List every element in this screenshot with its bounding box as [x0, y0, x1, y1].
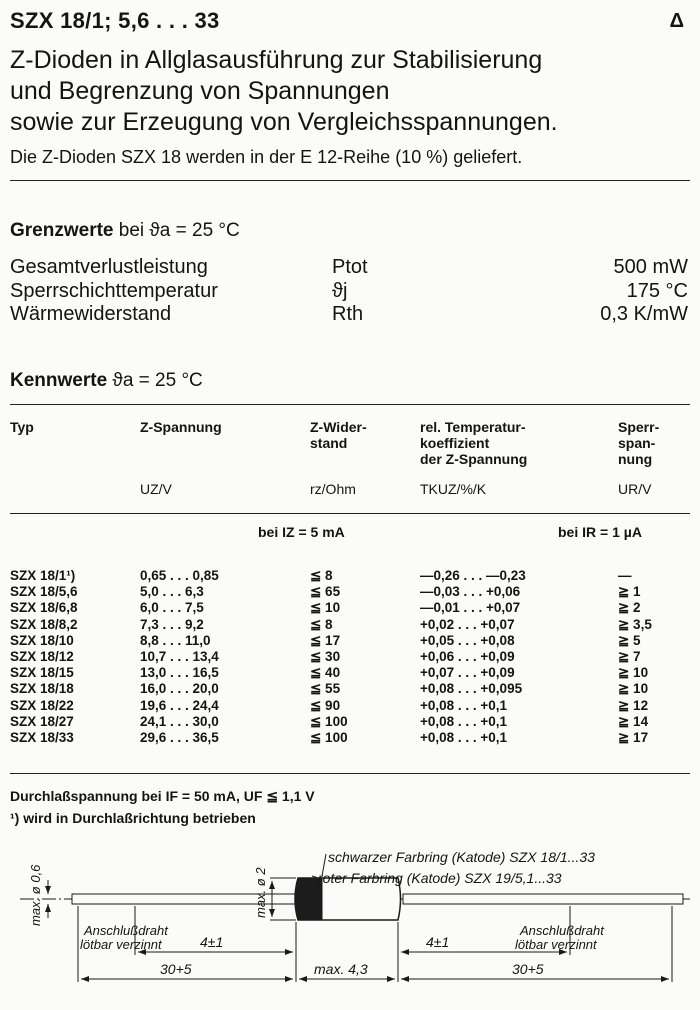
- cell-typ: SZX 18/1¹): [10, 568, 76, 583]
- cell-z-widerstand: ≦ 90: [310, 697, 341, 713]
- wire-right-label-2: lötbar verzinnt: [515, 937, 597, 952]
- characteristics-heading: [10, 370, 203, 392]
- unit-tk: TKUZ/%/K: [420, 481, 487, 497]
- limit-symbol: ϑj: [332, 280, 348, 302]
- cell-sperrspannung: ≧ 10: [618, 681, 649, 697]
- limit-symbol: Rth: [332, 303, 364, 325]
- characteristics-heading-bold: Kennwerte: [10, 370, 108, 391]
- cell-temp-koeff: +0,02 . . . +0,07: [420, 616, 515, 632]
- table-mid-rule: [10, 513, 690, 514]
- cell-sperrspannung: ≧ 17: [618, 730, 649, 745]
- limit-label: Gesamtverlustleistung: [10, 256, 208, 278]
- limits-heading: [10, 220, 240, 242]
- cell-sperrspannung: ≧ 1: [618, 584, 641, 600]
- cell-z-spannung: 6,0 . . . 7,5: [140, 600, 204, 616]
- header-divider: [10, 180, 690, 181]
- cell-z-spannung: 24,1 . . . 30,0: [140, 713, 219, 729]
- dim-body-diameter: max. ø 2: [253, 867, 268, 918]
- cell-z-spannung: 10,7 . . . 13,4: [140, 649, 219, 664]
- cell-z-widerstand: ≦ 55: [310, 681, 341, 697]
- cell-temp-koeff: +0,06 . . . +0,09: [420, 649, 515, 664]
- limit-label: Wärmewiderstand: [10, 303, 172, 325]
- cell-typ: SZX 18/12: [10, 649, 74, 664]
- limit-value: 500 mW: [613, 256, 688, 278]
- cell-z-spannung: 5,0 . . . 6,3: [140, 584, 204, 600]
- description-line-2: und Begrenzung von Spannungen: [10, 77, 390, 105]
- diode-dimension-drawing: [0, 840, 700, 1010]
- table-bottom-rule: [10, 773, 690, 774]
- condition-ir: bei IR = 1 µA: [558, 524, 642, 540]
- cell-temp-koeff: +0,08 . . . +0,095: [420, 681, 523, 697]
- wire-left-label-2: lötbar verzinnt: [80, 937, 162, 952]
- cell-z-spannung: 19,6 . . . 24,4: [140, 697, 219, 713]
- cell-temp-koeff: —0,01 . . . +0,07: [420, 600, 521, 616]
- dim-gap-left: 4±1: [200, 934, 224, 950]
- cell-z-spannung: 29,6 . . . 36,5: [140, 730, 219, 745]
- series-note: Die Z-Dioden SZX 18 werden in der E 12-Reihe (10 %) geliefert.: [10, 147, 523, 167]
- cell-z-spannung: 0,65 . . . 0,85: [140, 568, 219, 583]
- cell-typ: SZX 18/6,8: [10, 600, 78, 616]
- dim-wire-length-left: 30+5: [160, 961, 192, 977]
- col-header-temperaturkoeffizient: rel. Temperatur- koeffizient der Z-Spannung: [420, 419, 528, 467]
- cell-z-widerstand: ≦ 40: [310, 665, 341, 681]
- dim-body-length: max. 4,3: [314, 961, 368, 977]
- table-top-rule: [10, 404, 690, 405]
- footnote-1: ¹) wird in Durchlaßrichtung betrieben: [10, 810, 256, 826]
- cell-sperrspannung: ≧ 3,5: [618, 616, 652, 632]
- cell-z-widerstand: ≦ 100: [310, 730, 348, 745]
- unit-ur: UR/V: [618, 481, 652, 497]
- dim-wire-length-right: 30+5: [512, 961, 544, 977]
- limits-heading-bold: Grenzwerte: [10, 220, 114, 241]
- cell-sperrspannung: ≧ 12: [618, 697, 649, 713]
- cell-typ: SZX 18/18: [10, 681, 74, 697]
- footnote-forward-voltage: Durchlaßspannung bei IF = 50 mA, UF ≦ 1,1 V: [10, 788, 315, 804]
- cell-z-widerstand: ≦ 30: [310, 649, 341, 664]
- cell-z-spannung: 13,0 . . . 16,5: [140, 665, 219, 681]
- col-header-sperrspannung: Sperr- span- nung: [618, 419, 660, 467]
- label-red-ring: roter Farbring (Katode) SZX 19/5,1...33: [318, 870, 562, 886]
- limit-label: Sperrschichttemperatur: [10, 280, 218, 302]
- cell-typ: SZX 18/15: [10, 665, 74, 681]
- col-header-typ: Typ: [10, 419, 34, 435]
- col-header-z-spannung: Z-Spannung: [140, 419, 222, 435]
- cell-temp-koeff: —0,03 . . . +0,06: [420, 584, 521, 600]
- cell-temp-koeff: +0,08 . . . +0,1: [420, 713, 508, 729]
- limit-value: 0,3 K/mW: [600, 303, 688, 325]
- cell-temp-koeff: —0,26 . . . —0,23: [420, 568, 526, 583]
- characteristics-heading-cond: ϑa = 25 °C: [112, 370, 203, 391]
- unit-rz: rz/Ohm: [310, 481, 356, 497]
- cell-z-widerstand: ≦ 65: [310, 584, 341, 600]
- cell-typ: SZX 18/8,2: [10, 616, 78, 632]
- label-black-ring: schwarzer Farbring (Katode) SZX 18/1...33: [328, 849, 595, 865]
- cell-z-widerstand: ≦ 100: [310, 713, 348, 729]
- cell-typ: SZX 18/10: [10, 632, 74, 648]
- page-title: SZX 18/1; 5,6 . . . 33: [10, 8, 220, 33]
- cell-temp-koeff: +0,05 . . . +0,08: [420, 632, 515, 648]
- cell-sperrspannung: ≧ 5: [618, 632, 641, 648]
- unit-uz: UZ/V: [140, 481, 172, 497]
- delta-symbol: Δ: [669, 10, 684, 32]
- limits-heading-cond: bei ϑa = 25 °C: [118, 220, 240, 241]
- cell-typ: SZX 18/22: [10, 697, 74, 713]
- cell-z-spannung: 7,3 . . . 9,2: [140, 616, 204, 632]
- cell-sperrspannung: ≧ 10: [618, 665, 649, 681]
- wire-left-label-1: Anschlußdraht: [84, 923, 168, 938]
- cell-z-widerstand: ≦ 17: [310, 632, 341, 648]
- cell-typ: SZX 18/27: [10, 713, 74, 729]
- lead-wire-right: [403, 894, 683, 904]
- cell-typ: SZX 18/5,6: [10, 584, 78, 600]
- wire-right-label-1: Anschlußdraht: [520, 923, 604, 938]
- dim-gap-right: 4±1: [426, 934, 450, 950]
- condition-iz: bei IZ = 5 mA: [258, 524, 345, 540]
- cell-z-spannung: 16,0 . . . 20,0: [140, 681, 219, 697]
- cell-sperrspannung: ≧ 14: [618, 713, 649, 729]
- cell-z-widerstand: ≦ 8: [310, 616, 333, 632]
- cell-temp-koeff: +0,08 . . . +0,1: [420, 697, 508, 713]
- dim-wire-diameter: max. ø 0,6: [28, 864, 43, 926]
- cell-temp-koeff: +0,07 . . . +0,09: [420, 665, 515, 681]
- cell-z-widerstand: ≦ 10: [310, 600, 341, 616]
- cell-temp-koeff: +0,08 . . . +0,1: [420, 730, 508, 745]
- cell-typ: SZX 18/33: [10, 730, 74, 745]
- limit-value: 175 °C: [626, 280, 688, 302]
- col-header-z-widerstand: Z-Wider- stand: [310, 419, 367, 451]
- cell-z-spannung: 8,8 . . . 11,0: [140, 632, 211, 648]
- cell-sperrspannung: ≧ 2: [618, 600, 641, 616]
- limit-symbol: Ptot: [332, 256, 368, 278]
- cell-sperrspannung: —: [618, 568, 632, 583]
- cell-sperrspannung: ≧ 7: [618, 649, 641, 664]
- description-line-3: sowie zur Erzeugung von Vergleichsspannungen.: [10, 108, 558, 136]
- cell-z-widerstand: ≦ 8: [310, 568, 333, 583]
- description-line-1: Z-Dioden in Allglasausführung zur Stabilisierung: [10, 46, 543, 74]
